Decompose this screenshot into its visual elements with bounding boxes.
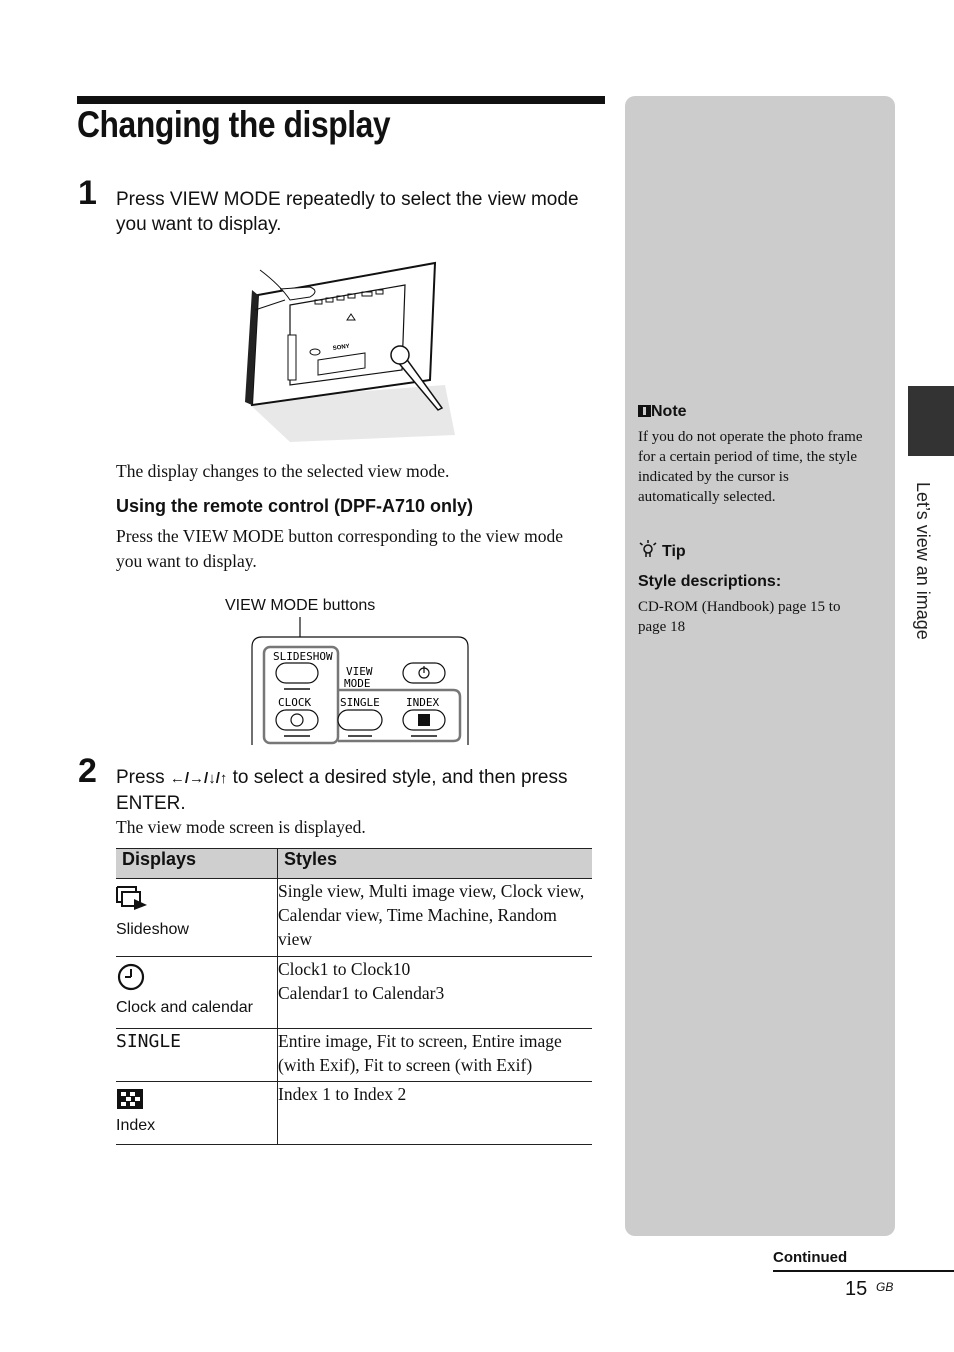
clock-label: Clock and calendar: [116, 999, 253, 1016]
section-tab-label: Let’s view an image: [913, 482, 933, 640]
step-2-press: Press: [116, 767, 165, 788]
styles-table: [116, 848, 592, 1145]
clock-styles: Clock1 to Clock10: [278, 959, 411, 979]
table-header-styles: Styles: [278, 849, 593, 879]
index-label: Index: [116, 1117, 156, 1134]
step-1-number: 1: [78, 174, 97, 212]
step-2-number: 2: [78, 752, 97, 790]
section-tab: [908, 386, 954, 456]
note-heading-row: [638, 403, 687, 421]
note-heading: Note: [651, 403, 687, 420]
remote-heading: Using the remote control (DPF-A710 only): [116, 496, 474, 516]
slideshow-label: Slideshow: [116, 921, 189, 938]
slideshow-styles: Single view, Multi image view, Clock view, Calendar view, Time Machine, Random view: [278, 879, 593, 957]
single-styles: Entire image, Fit to screen, Entire image (with Exif), Fit to screen (with Exif): [278, 1029, 593, 1082]
note-icon: [638, 405, 651, 417]
calendar-styles: Calendar1 to Calendar3: [278, 983, 445, 1003]
title-rule: [77, 96, 605, 104]
remote-clock-label: CLOCK: [278, 696, 312, 709]
remote-text: Press the VIEW MODE button corresponding to the view mode you want to display.: [116, 526, 563, 571]
table-row: [116, 1082, 592, 1145]
single-icon: SINGLE: [116, 1031, 182, 1052]
photo-frame-illustration: [230, 260, 460, 445]
table-row: [116, 957, 592, 1029]
clock-icon: [116, 962, 146, 992]
index-icon: [116, 1088, 144, 1110]
footer-rule: [773, 1270, 954, 1272]
table-header-displays: Displays: [116, 849, 278, 879]
tip-heading-row: [638, 539, 686, 561]
step-1-result: The display changes to the selected view mode.: [116, 461, 450, 481]
page-suffix: GB: [876, 1280, 894, 1294]
remote-single-label: SINGLE: [340, 696, 380, 709]
lightbulb-icon: [638, 539, 658, 559]
step-1-instruction: Press VIEW MODE repeatedly to select the view mode you want to display.: [116, 189, 579, 235]
table-row: [116, 1029, 592, 1082]
step-2-result: The view mode screen is displayed.: [116, 817, 366, 837]
index-styles: Index 1 to Index 2: [278, 1082, 593, 1145]
step-2-rest: to select a desired style, and then press ENTER.: [116, 767, 568, 814]
view-mode-callout: VIEW MODE buttons: [225, 597, 376, 614]
side-panel: [625, 96, 895, 1236]
note-text: If you do not operate the photo frame for a certain period of time, the style indicated by the cursor is automatically selected.: [638, 429, 863, 505]
tip-text: CD-ROM (Handbook) page 15 to page 18: [638, 599, 841, 635]
table-row: [116, 879, 592, 957]
page-title: Changing the display: [77, 104, 391, 145]
remote-slideshow-label: SLIDESHOW: [273, 650, 333, 663]
tip-subheading: Style descriptions:: [638, 573, 782, 590]
arrow-keys-icon: ←/→/↓/↑: [169, 770, 228, 787]
tip-heading: Tip: [662, 543, 686, 560]
device-brand: SONY: [332, 343, 351, 352]
remote-index-label: INDEX: [406, 696, 440, 709]
remote-viewmode-label-2: MODE: [344, 677, 371, 690]
slideshow-icon: [116, 885, 148, 911]
continued-label: Continued: [773, 1249, 848, 1266]
remote-viewmode-label-1: VIEW: [346, 665, 373, 678]
page-number: 15: [845, 1278, 868, 1300]
step-2-instruction: [116, 765, 586, 816]
remote-illustration: [248, 617, 472, 747]
